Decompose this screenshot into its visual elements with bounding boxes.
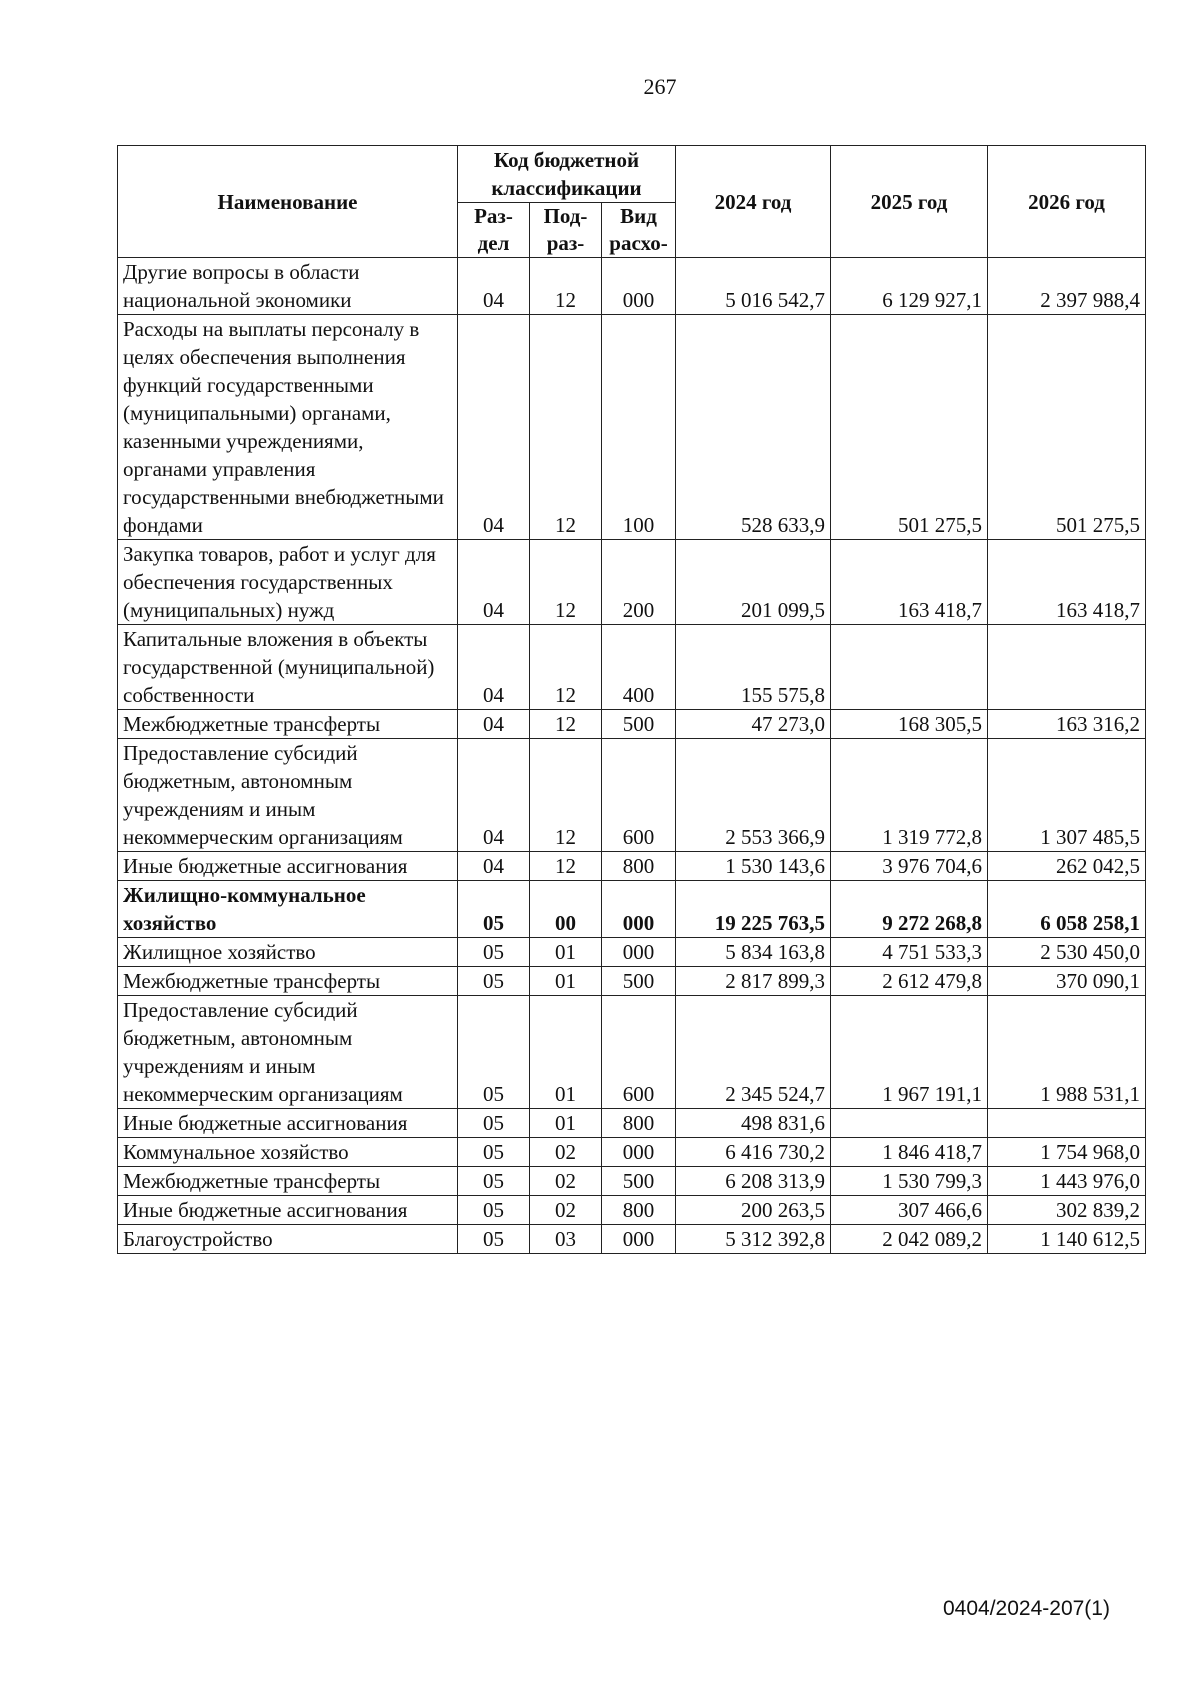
row-razdel: 04 — [458, 540, 530, 625]
table-row — [118, 881, 1146, 938]
row-name: Жилищно-коммунальное хозяйство — [118, 881, 458, 938]
row-value-2024: 5 312 392,8 — [676, 1225, 831, 1254]
row-podrazdel: 01 — [530, 996, 602, 1109]
row-vid: 200 — [602, 540, 676, 625]
row-razdel: 05 — [458, 1109, 530, 1138]
row-value-2025: 2 612 479,8 — [831, 967, 988, 996]
row-name: Межбюджетные трансферты — [118, 967, 458, 996]
row-vid: 800 — [602, 1196, 676, 1225]
row-value-2026: 302 839,2 — [988, 1196, 1146, 1225]
table-row — [118, 967, 1146, 996]
row-razdel: 05 — [458, 938, 530, 967]
row-podrazdel: 12 — [530, 625, 602, 710]
row-name: Другие вопросы в области национальной экономики — [118, 258, 458, 315]
row-value-2025: 1 319 772,8 — [831, 739, 988, 852]
table-row — [118, 852, 1146, 881]
header-name: Наименование — [118, 146, 458, 258]
row-vid: 400 — [602, 625, 676, 710]
row-value-2026: 1 140 612,5 — [988, 1225, 1146, 1254]
row-razdel: 05 — [458, 881, 530, 938]
row-podrazdel: 02 — [530, 1138, 602, 1167]
row-razdel: 04 — [458, 710, 530, 739]
row-value-2024: 201 099,5 — [676, 540, 831, 625]
row-value-2025: 307 466,6 — [831, 1196, 988, 1225]
row-vid: 000 — [602, 938, 676, 967]
row-value-2025: 2 042 089,2 — [831, 1225, 988, 1254]
row-razdel: 04 — [458, 739, 530, 852]
row-podrazdel: 02 — [530, 1196, 602, 1225]
table-row — [118, 540, 1146, 625]
row-podrazdel: 02 — [530, 1167, 602, 1196]
row-value-2024: 6 416 730,2 — [676, 1138, 831, 1167]
row-name: Иные бюджетные ассигнования — [118, 852, 458, 881]
row-value-2025 — [831, 625, 988, 710]
row-vid: 500 — [602, 1167, 676, 1196]
row-name: Капитальные вложения в объекты государственной (муниципальной) собственности — [118, 625, 458, 710]
table-row — [118, 739, 1146, 852]
row-vid: 600 — [602, 739, 676, 852]
row-value-2026: 1 754 968,0 — [988, 1138, 1146, 1167]
row-value-2025: 168 305,5 — [831, 710, 988, 739]
row-name: Предоставление субсидий бюджетным, автономным учреждениям и иным некоммерческим организациям — [118, 739, 458, 852]
table-body — [118, 258, 1146, 1254]
row-value-2026: 1 988 531,1 — [988, 996, 1146, 1109]
row-value-2024: 5 834 163,8 — [676, 938, 831, 967]
row-value-2026: 163 418,7 — [988, 540, 1146, 625]
row-name: Благоустройство — [118, 1225, 458, 1254]
row-value-2026: 2 397 988,4 — [988, 258, 1146, 315]
row-value-2024: 2 345 524,7 — [676, 996, 831, 1109]
row-name: Иные бюджетные ассигнования — [118, 1109, 458, 1138]
row-razdel: 04 — [458, 258, 530, 315]
header-2025: 2025 год — [831, 146, 988, 258]
row-vid: 800 — [602, 1109, 676, 1138]
row-razdel: 04 — [458, 625, 530, 710]
table-row — [118, 710, 1146, 739]
row-name: Коммунальное хозяйство — [118, 1138, 458, 1167]
header-podrazdel: Под- раз- — [530, 203, 602, 258]
row-value-2026: 1 443 976,0 — [988, 1167, 1146, 1196]
table-row — [118, 625, 1146, 710]
row-name: Расходы на выплаты персоналу в целях обеспечения выполнения функций государственными (муниципальными) органами, казенными учреждениями, органами управления государственными внебюджетными фондами — [118, 315, 458, 540]
row-value-2024: 1 530 143,6 — [676, 852, 831, 881]
row-name: Закупка товаров, работ и услуг для обеспечения государственных (муниципальных) нужд — [118, 540, 458, 625]
row-value-2026: 370 090,1 — [988, 967, 1146, 996]
row-vid: 000 — [602, 881, 676, 938]
row-podrazdel: 01 — [530, 938, 602, 967]
row-razdel: 05 — [458, 1225, 530, 1254]
row-value-2026 — [988, 625, 1146, 710]
row-razdel: 05 — [458, 1167, 530, 1196]
table-row — [118, 1138, 1146, 1167]
header-vid: Вид расхо- — [602, 203, 676, 258]
row-vid: 800 — [602, 852, 676, 881]
table-row — [118, 1109, 1146, 1138]
table-header — [118, 146, 1146, 258]
row-podrazdel: 12 — [530, 540, 602, 625]
table-row — [118, 1196, 1146, 1225]
row-value-2025: 501 275,5 — [831, 315, 988, 540]
table-row — [118, 996, 1146, 1109]
row-podrazdel: 12 — [530, 315, 602, 540]
row-name: Предоставление субсидий бюджетным, автономным учреждениям и иным некоммерческим организациям — [118, 996, 458, 1109]
row-value-2024: 5 016 542,7 — [676, 258, 831, 315]
row-value-2025 — [831, 1109, 988, 1138]
row-value-2024: 155 575,8 — [676, 625, 831, 710]
row-value-2024: 2 553 366,9 — [676, 739, 831, 852]
row-razdel: 05 — [458, 967, 530, 996]
row-value-2026: 501 275,5 — [988, 315, 1146, 540]
row-podrazdel: 12 — [530, 852, 602, 881]
row-podrazdel: 12 — [530, 258, 602, 315]
table-row — [118, 938, 1146, 967]
header-2026: 2026 год — [988, 146, 1146, 258]
row-value-2025: 1 846 418,7 — [831, 1138, 988, 1167]
row-razdel: 04 — [458, 852, 530, 881]
budget-table — [117, 145, 1146, 1254]
row-vid: 500 — [602, 967, 676, 996]
row-value-2025: 3 976 704,6 — [831, 852, 988, 881]
row-value-2026: 163 316,2 — [988, 710, 1146, 739]
row-podrazdel: 01 — [530, 1109, 602, 1138]
row-vid: 100 — [602, 315, 676, 540]
header-razdel: Раз- дел — [458, 203, 530, 258]
row-value-2024: 47 273,0 — [676, 710, 831, 739]
row-razdel: 05 — [458, 1196, 530, 1225]
row-vid: 000 — [602, 258, 676, 315]
row-value-2024: 200 263,5 — [676, 1196, 831, 1225]
row-vid: 500 — [602, 710, 676, 739]
row-vid: 000 — [602, 1225, 676, 1254]
row-podrazdel: 12 — [530, 710, 602, 739]
row-value-2024: 498 831,6 — [676, 1109, 831, 1138]
row-podrazdel: 00 — [530, 881, 602, 938]
row-value-2025: 4 751 533,3 — [831, 938, 988, 967]
row-value-2024: 19 225 763,5 — [676, 881, 831, 938]
row-razdel: 05 — [458, 1138, 530, 1167]
document-code: 0404/2024-207(1) — [943, 1597, 1110, 1620]
header-2024: 2024 год — [676, 146, 831, 258]
row-razdel: 04 — [458, 315, 530, 540]
row-value-2025: 1 530 799,3 — [831, 1167, 988, 1196]
row-vid: 000 — [602, 1138, 676, 1167]
row-value-2024: 2 817 899,3 — [676, 967, 831, 996]
row-value-2025: 9 272 268,8 — [831, 881, 988, 938]
table-row — [118, 1167, 1146, 1196]
table-row — [118, 1225, 1146, 1254]
row-value-2026: 6 058 258,1 — [988, 881, 1146, 938]
row-podrazdel: 01 — [530, 967, 602, 996]
row-value-2026 — [988, 1109, 1146, 1138]
row-name: Межбюджетные трансферты — [118, 710, 458, 739]
row-name: Жилищное хозяйство — [118, 938, 458, 967]
table-row — [118, 315, 1146, 540]
row-vid: 600 — [602, 996, 676, 1109]
row-value-2025: 6 129 927,1 — [831, 258, 988, 315]
row-name: Иные бюджетные ассигнования — [118, 1196, 458, 1225]
row-value-2024: 528 633,9 — [676, 315, 831, 540]
row-name: Межбюджетные трансферты — [118, 1167, 458, 1196]
row-value-2025: 163 418,7 — [831, 540, 988, 625]
row-value-2025: 1 967 191,1 — [831, 996, 988, 1109]
table-row — [118, 258, 1146, 315]
row-value-2026: 262 042,5 — [988, 852, 1146, 881]
row-value-2024: 6 208 313,9 — [676, 1167, 831, 1196]
row-podrazdel: 12 — [530, 739, 602, 852]
page-number: 267 — [643, 74, 677, 99]
row-value-2026: 1 307 485,5 — [988, 739, 1146, 852]
header-code-group: Код бюджетной классификации — [458, 146, 676, 203]
row-podrazdel: 03 — [530, 1225, 602, 1254]
row-razdel: 05 — [458, 996, 530, 1109]
row-value-2026: 2 530 450,0 — [988, 938, 1146, 967]
